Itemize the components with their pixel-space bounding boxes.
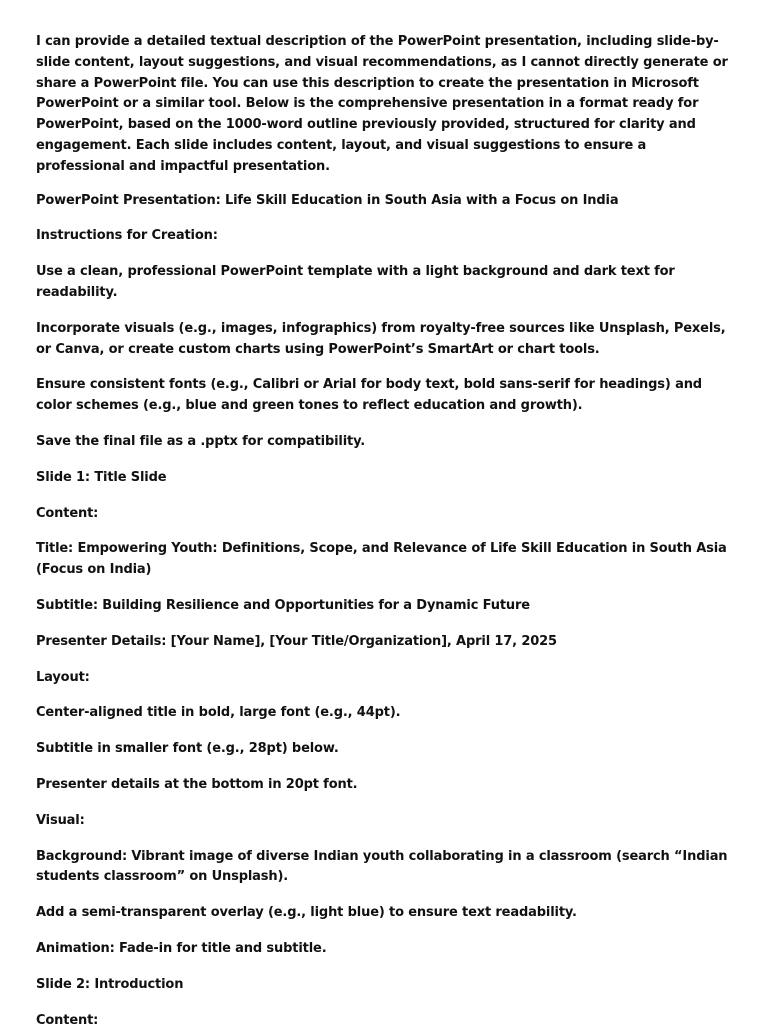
instruction-fonts: Ensure consistent fonts (e.g., Calibri or Arial for body text, bold sans-serif for headings) and color schemes (e.g., blue and green tones to reflect education and growth). xyxy=(36,375,734,417)
slide1-visual-label: Visual: xyxy=(36,811,734,832)
slide1-title: Title: Empowering Youth: Definitions, Scope, and Relevance of Life Skill Education in South Asia (Focus on India) xyxy=(36,539,734,581)
instruction-visuals: Incorporate visuals (e.g., images, infographics) from royalty-free sources like Unsplash, Pexels, or Canva, or create custom charts using PowerPoint’s SmartArt or chart tools. xyxy=(36,319,734,361)
instructions-heading: Instructions for Creation: xyxy=(36,226,734,247)
slide1-animation: Animation: Fade-in for title and subtitle. xyxy=(36,939,734,960)
intro-paragraph: I can provide a detailed textual description of the PowerPoint presentation, including slide-by-slide content, layout suggestions, and visual recommendations, as I cannot directly generate or share a PowerPoint file. You can use this description to create the presentation in Microsoft PowerPoint or a similar tool. Below is the comprehensive presentation in a format ready for PowerPoint, based on the 1000-word outline previously provided, structured for clarity and engagement. Each slide includes content, layout, and visual suggestions to ensure a professional and impactful presentation. xyxy=(36,32,734,178)
instruction-save: Save the final file as a .pptx for compatibility. xyxy=(36,432,734,453)
slide2-content-label: Content: xyxy=(36,1011,734,1031)
presentation-title: PowerPoint Presentation: Life Skill Education in South Asia with a Focus on India xyxy=(36,191,734,212)
slide1-content-label: Content: xyxy=(36,504,734,525)
slide1-layout-label: Layout: xyxy=(36,668,734,689)
slide2-heading: Slide 2: Introduction xyxy=(36,975,734,996)
slide1-subtitle: Subtitle: Building Resilience and Opportunities for a Dynamic Future xyxy=(36,596,734,617)
slide1-layout-subtitle: Subtitle in smaller font (e.g., 28pt) below. xyxy=(36,739,734,760)
slide1-presenter-details: Presenter Details: [Your Name], [Your Title/Organization], April 17, 2025 xyxy=(36,632,734,653)
slide1-visual-background: Background: Vibrant image of diverse Indian youth collaborating in a classroom (search “Indian students classroom” on Unsplash). xyxy=(36,847,734,889)
instruction-template: Use a clean, professional PowerPoint template with a light background and dark text for readability. xyxy=(36,262,734,304)
slide1-heading: Slide 1: Title Slide xyxy=(36,468,734,489)
slide1-layout-title: Center-aligned title in bold, large font (e.g., 44pt). xyxy=(36,703,734,724)
slide1-layout-presenter: Presenter details at the bottom in 20pt font. xyxy=(36,775,734,796)
slide1-visual-overlay: Add a semi-transparent overlay (e.g., light blue) to ensure text readability. xyxy=(36,903,734,924)
